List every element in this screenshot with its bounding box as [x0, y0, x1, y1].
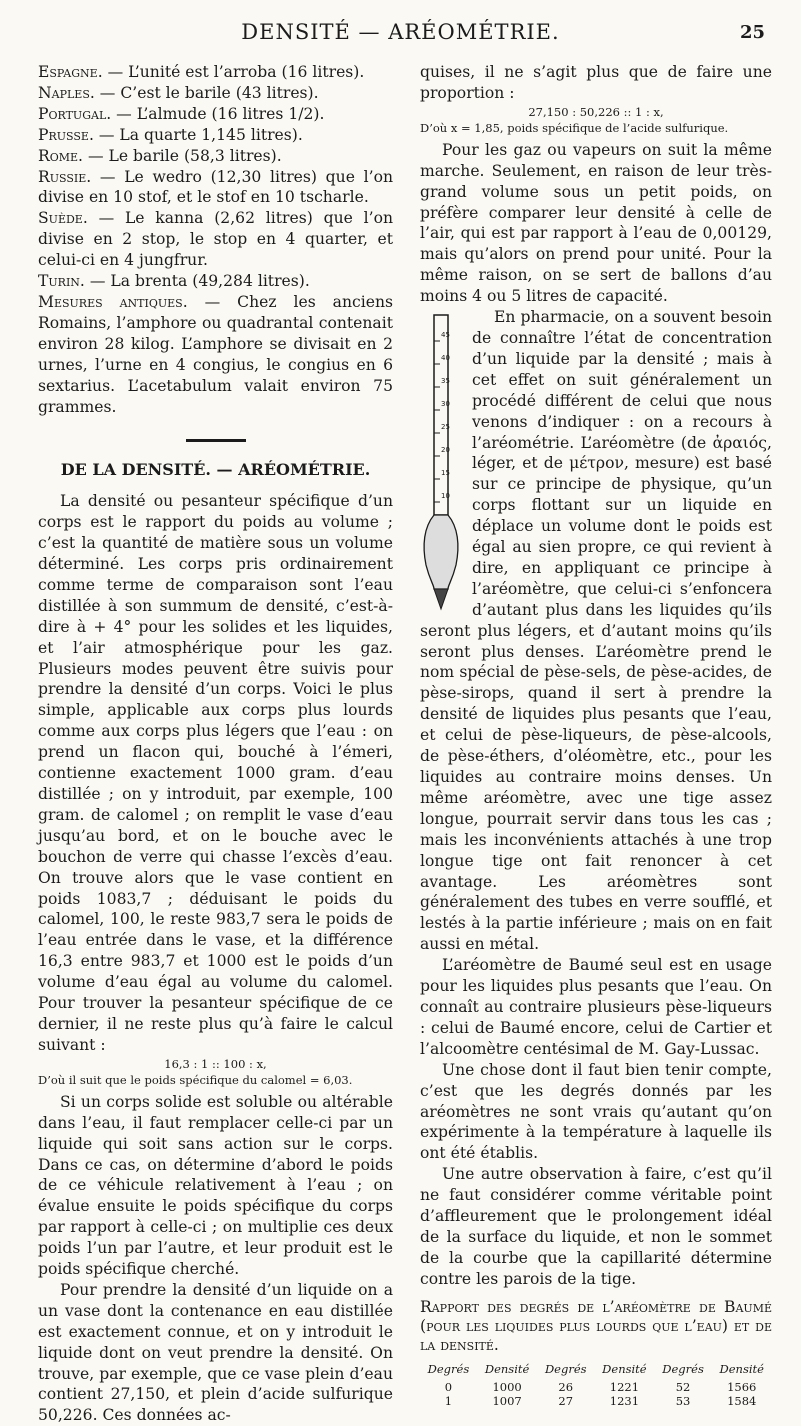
density-table	[420, 1359, 772, 1408]
scale-label: 15	[441, 469, 450, 478]
scale-label: 40	[441, 354, 450, 363]
paragraph: Pour les gaz ou vapeurs on suit la même marche. Seulement, en raison de leur très-grand volume sous un petit poids, on préfère comparer leur densité à celle de l’air, qui est par rapport à l’eau de 0,00129, mais qu’alors on prend pour unité. Pour la même raison, on se sert de ballons d’au moins 4 ou 5 litres de capacité.	[420, 140, 772, 306]
table-cell: 27	[558, 1393, 574, 1408]
measure-text: — C’est le barile (43 litres).	[99, 83, 319, 102]
measure-entry	[38, 83, 393, 104]
scale-label: 30	[441, 400, 450, 409]
measure-entry	[38, 167, 393, 209]
table-cell: 1	[444, 1393, 453, 1408]
formula: 27,150 : 50,226 :: 1 : x,	[528, 104, 664, 119]
hydrometer-bulb	[424, 515, 458, 589]
hydrometer-stem	[434, 315, 448, 515]
table-cell: 1007	[492, 1393, 522, 1408]
page-header	[0, 14, 801, 50]
measure-country: Prusse.	[38, 125, 99, 144]
formula: 16,3 : 1 :: 100 : x,	[164, 1056, 267, 1071]
table-cell: 0	[444, 1379, 453, 1394]
table-cell: 52	[675, 1379, 691, 1394]
paragraph: En pharmacie, on a souvent besoin de connaître l’état de concentration d’un liquide par la densité ; mais à cet effet on suit généralement un procédé différent de celui que nous venons d’indiquer : on a recours à l’aréométrie. L’aréomètre (de ἀραιός, léger, et de μέτρον, mesure) est basé sur ce principe de physique, qu’un corps flottant sur un liquide en déplace un volume dont le poids est égal au sien propre, ce qui revient à dire, en appliquant ce principe à l’aréomètre, que celui-ci s’enfoncera d’autant plus dans les liquides qu’ils seront plus légers, et d’autant moins qu’ils seront plus denses. L’aréomètre prend le nom spécial de pèse-sels, de pèse-acides, de pèse-sirops, quand il sert à prendre la densité de liquides plus pesants que l’eau, et celui de pèse-liqueurs, de pèse-alcools, de pèse-éthers, d’oléomètre, etc., pour les liquides au contraire moins denses. Un même aréomètre, avec une tige assez longue, pourrait servir dans tous les cas ; mais les inconvénients attachés à une trop longue tige ont fait renoncer à cet avantage. Les aréomètres sont généralement des tubes en verre soufflé, et lestés à la partie inférieure ; mais on en fait aussi en métal.	[420, 308, 772, 954]
paragraph: L’aréomètre de Baumé seul est en usage pour les liquides plus pesants que l’eau. On connaît au contraire plusieurs pèse-liqueurs : celui de Baumé encore, celui de Cartier et l’alcoomètre centésimal de M. Gay-Lussac.	[420, 956, 772, 1058]
measure-text: — Le kanna (2,62 litres) que l’on divise en 2 stop, le stop en 4 quarter, et celui-ci en 4 jungfrur.	[38, 209, 393, 270]
right-column	[420, 62, 772, 1408]
paragraph: Si un corps solide est soluble ou altérable dans l’eau, il faut remplacer celle-ci par un liquide qui soit sans action sur le corps. Dans ce cas, on détermine d’abord le poids de ce véhicule relativement à l’eau ; on évalue ensuite le poids spécifique du corps par rapport à celle-ci ; on multiplie ces deux poids l’un par l’autre, et leur produit est le poids spécifique cherché.	[38, 1092, 393, 1279]
running-title: DENSITÉ — ARÉOMÉTRIE.	[241, 20, 560, 44]
table-header-cell: Densité	[484, 1361, 530, 1376]
measure-text: — L’almude (16 litres 1/2).	[116, 104, 325, 123]
section-heading: DE LA DENSITÉ. — ARÉOMÉTRIE.	[38, 439, 393, 481]
measure-text: — La quarte 1,145 litres).	[98, 125, 303, 144]
measure-entry	[38, 271, 393, 292]
left-column	[38, 62, 393, 1426]
measure-text: — Le wedro (12,30 litres) que l’on divise en 10 stof, et le stof en 10 tscharle.	[38, 167, 393, 207]
table-header-cell: Degrés	[427, 1361, 470, 1376]
table-header-row	[420, 1359, 772, 1380]
measure-country: Naples.	[38, 83, 100, 102]
table-cell: 1000	[492, 1379, 522, 1394]
measure-country: Espagne.	[38, 63, 108, 81]
measure-entry	[38, 125, 393, 146]
measure-entry	[38, 292, 393, 417]
table-header-cell: Degrés	[662, 1361, 704, 1376]
scale-label: 45	[441, 331, 450, 340]
measure-text: — La brenta (49,284 litres).	[89, 272, 310, 291]
table-body	[420, 1380, 772, 1408]
paragraph: Une autre observation à faire, c’est qu’il ne faut considérer comme véritable point d’affleurement que le prolongement idéal de la surface du liquide, et non le sommet de la courbe que la capillarité détermine contre les parois de la tige.	[420, 1165, 772, 1288]
scale-label: 25	[441, 423, 450, 432]
paragraph: La densité ou pesanteur spécifique d’un corps est le rapport du poids au volume ; c’est la quantité de matière sous un volume déterminé. Les corps pris ordinairement comme terme de comparaison sont l’eau distillée à son summum de densité, c’est-à-dire à + 4° pour les solides et les liquides, et l’air atmosphérique pour les gaz. Plusieurs modes peuvent être suivis pour prendre la densité d’un corps. Voici le plus simple, applicable aux corps plus lourds comme aux corps plus légers que l’eau : on prend un flacon qui, bouché à l’émeri, contienne exactement 1000 gram. d’eau distillée ; on y introduit, par exemple, 100 gram. de calomel ; on remplit le vase d’eau jusqu’au bord, et on le bouche avec le bouchon de verre qui chasse l’excès d’eau. On trouve alors que le vase contient en poids 1083,7 ; déduisant le poids du calomel, 100, le reste 983,7 sera le poids de l’eau entrée dans le vase, et la différence 16,3 entre 983,7 et 1000 est le poids d’un volume d’eau égal au volume du calomel. Pour trouver la pesanteur spécifique de ce dernier, il ne reste plus qu’à faire le calcul suivant :	[38, 492, 393, 1054]
table-cell: 1566	[727, 1379, 757, 1394]
measure-country: Rome.	[38, 146, 88, 165]
scale-label: 10	[441, 492, 450, 501]
measure-entry	[38, 62, 393, 83]
measure-country: Portugal.	[38, 104, 117, 123]
formula-note: D’où il suit que le poids spécifique du calomel = 6,03.	[38, 1072, 353, 1087]
table-header-cell: Degrés	[544, 1361, 587, 1376]
table-cell: 1231	[609, 1393, 640, 1408]
measure-entry	[38, 104, 393, 125]
scale-label: 35	[441, 377, 450, 386]
page-number: 25	[739, 22, 765, 43]
formula-note: D’où x = 1,85, poids spécifique de l’acide sulfurique.	[420, 120, 729, 135]
paragraph: Une chose dont il faut bien tenir compte, c’est que les degrés donnés par les aréomètres ne sont vrais qu’autant qu’on expérimente à la température à laquelle ils ont été établis.	[420, 1060, 772, 1163]
table-cell: 1584	[727, 1393, 757, 1408]
measure-country: Russie.	[38, 167, 100, 186]
table-cell: 1221	[609, 1379, 640, 1394]
measure-text: — Chez les anciens Romains, l’amphore ou quadrantal contenait environ 28 kilog. L’amphore se divisait en 2 urnes, l’urne en 4 congius, le congius en 6 sextarius. L’acetabulum valait environ 75 grammes.	[38, 292, 393, 416]
scale-label: 20	[441, 446, 450, 455]
table-row	[420, 1394, 772, 1408]
table-row	[420, 1380, 772, 1394]
measure-entry	[38, 208, 393, 271]
hydrometer-figure	[420, 313, 462, 613]
table-cell: 26	[558, 1379, 574, 1394]
paragraph: Pour prendre la densité d’un liquide on a un vase dont la contenance en eau distillée est exactement connue, et on y introduit le liquide dont on veut prendre la densité. On trouve, par exemple, que ce vase plein d’eau contient 27,150, et plein d’acide sulfurique 50,226. Ces données ac-	[38, 1280, 393, 1425]
table-cell: 53	[675, 1393, 691, 1408]
measure-text: — Le barile (58,3 litres).	[87, 146, 282, 165]
measure-country: Suède.	[38, 209, 99, 228]
measure-country: Turin.	[38, 272, 90, 291]
paragraph: quises, il ne s’agit plus que de faire une proportion :	[420, 63, 772, 102]
table-header-cell: Densité	[602, 1361, 647, 1376]
measure-text: — L’unité est l’arroba (16 litres).	[107, 63, 365, 81]
measure-entry	[38, 146, 393, 167]
measures-list	[38, 62, 393, 417]
table-header-cell: Densité	[719, 1361, 764, 1376]
measure-country: Mesures antiques.	[38, 292, 205, 311]
hydrometer-ballast	[434, 589, 448, 609]
table-title: Rapport des degrés de l’aréomètre de Baumé (pour les liquides plus lourds que l’eau) et de la densité.	[420, 1297, 772, 1354]
